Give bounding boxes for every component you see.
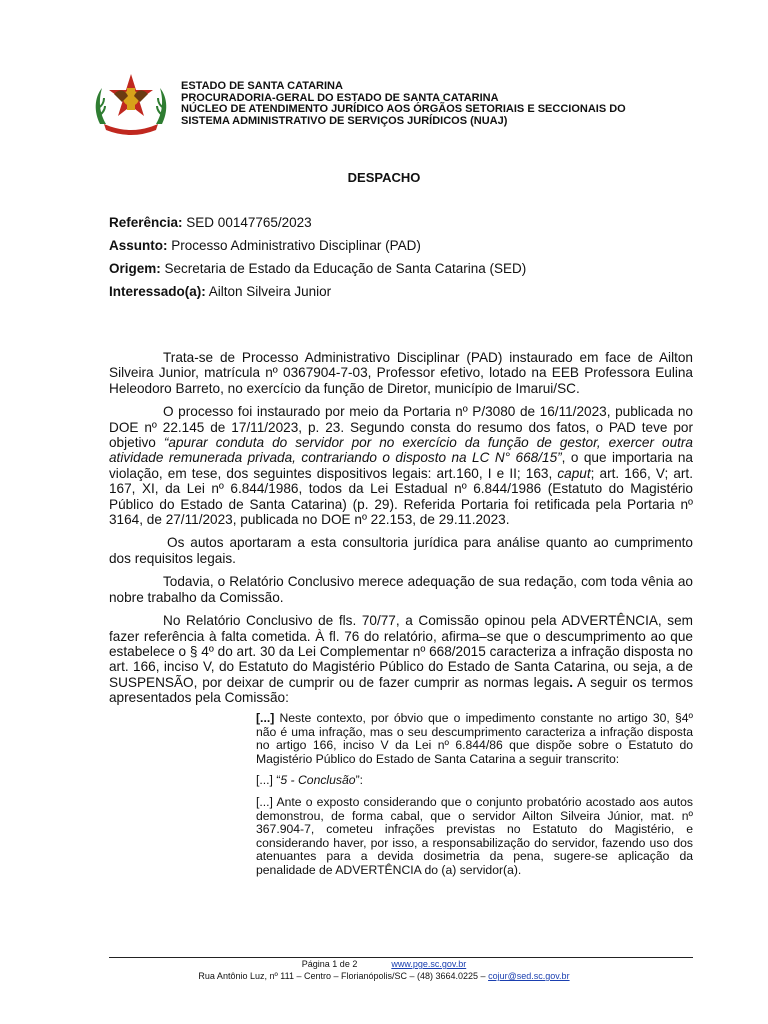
footer-line-2 (0, 970, 768, 982)
header-line-state: ESTADO DE SANTA CATARINA (181, 80, 343, 92)
quote-conclusion-heading: 5 - Conclusão (280, 773, 356, 788)
paragraph-5-part-b: A seguir os termos apresentados pela Comissão: (109, 674, 693, 706)
meta-assunto (109, 238, 526, 261)
document-body (109, 350, 693, 714)
quote-paragraph-1-text: Neste contexto, por óbvio que o impedimento constante no artigo 30, §4º não é uma infração, mas o seu descumprimento caracteriza a infração disposta no artigo 166, inciso V da Lei nº 6.844/86 que dispõe sobre o Estatuto do Magistério Público do Estado de Santa Catarina a seguir transcrito: (256, 711, 693, 766)
paragraph-2 (109, 404, 693, 527)
meta-referencia (109, 215, 526, 238)
paragraph-5-bold: . (569, 674, 573, 690)
meta-interessado (109, 284, 526, 307)
meta-origem-value: Secretaria de Estado da Educação de Santa Catarina (SED) (160, 261, 527, 276)
paragraph-2-part-a: O processo foi instaurado por meio da Portaria nº P/3080 de 16/11/2023, publicada no DOE nº 22.145 de 17/11/2023, p. 23. Segundo consta do resumo dos fatos, o PAD teve por objetivo (109, 404, 693, 451)
quote-paragraph-2-close: ”: (355, 773, 364, 788)
paragraph-2-part-c: ; art. 166, V; art. 167, XI, da Lei nº 6.844/1986, todos da Lei Estadual nº 6.844/1986 (Estatuto do Magistério Público do Estado de Santa Catarina) (p. 29). Referida Portaria foi retificada pela Portaria nº 3164, de 27/11/2023, publicada no DOE nº 22.153, de 29.11.2023. (109, 465, 693, 528)
paragraph-2-part-b: , o que importaria na violação, em tese, dos seguintes dispositivos legais: art.160, I e II; 163, (109, 450, 693, 481)
meta-assunto-value: Processo Administrativo Disciplinar (PAD) (167, 238, 421, 253)
paragraph-1: Trata-se de Processo Administrativo Disciplinar (PAD) instaurado em face de Ailton Silveira Junior, matrícula nº 0367904-7-03, Professor efetivo, lotado na EEB Professora Eulina Heleodoro Barreto, no exercício da função de Diretor, município de Imarui/SC. (109, 350, 693, 396)
meta-interessado-value: Ailton Silveira Junior (205, 284, 332, 299)
commission-quote (256, 712, 693, 886)
meta-referencia-label: Referência: (109, 215, 183, 230)
document-title: DESPACHO (347, 170, 421, 185)
paragraph-2-caput: caput (557, 465, 591, 481)
quote-paragraph-2-open: [...] “ (256, 773, 281, 788)
page-footer (0, 958, 768, 982)
paragraph-4: Todavia, o Relatório Conclusivo merece adequação de sua redação, com toda vênia ao nobre trabalho da Comissão. (109, 574, 693, 605)
quote-paragraph-2 (256, 774, 693, 788)
meta-assunto-label: Assunto: (109, 238, 168, 253)
meta-interessado-label: Interessado(a): (109, 284, 206, 299)
header-line-nucleo: NÚCLEO DE ATENDIMENTO JURÍDICO AOS ÓRGÃOS SETORIAIS E SECCIONAIS DO (181, 103, 626, 116)
page-number: Página 1 de 2 (301, 959, 358, 969)
pge-website-link[interactable]: www.pge.sc.gov.br (391, 959, 467, 969)
footer-address: Rua Antônio Luz, nº 111 – Centro – Florianópolis/SC – (48) 3664.0225 – (198, 971, 489, 981)
meta-referencia-value: SED 00147765/2023 (182, 215, 312, 230)
quote-ellipsis: [...] (256, 711, 275, 725)
institution-header (181, 81, 626, 127)
meta-origem (109, 261, 526, 284)
quote-paragraph-1 (256, 712, 693, 766)
paragraph-2-quote: “apurar conduta do servidor por no exercício da função de gestor, exercer outra atividade remunerada privada, contrariando o disposto na LC N° 668/15” (109, 435, 693, 466)
meta-origem-label: Origem: (109, 261, 161, 276)
header-line-pge: PROCURADORIA-GERAL DO ESTADO DE SANTA CATARINA (181, 91, 499, 104)
state-coat-of-arms-icon (92, 68, 170, 140)
paragraph-5 (109, 613, 693, 705)
footer-line-1 (0, 958, 768, 970)
quote-paragraph-3: [...] Ante o exposto considerando que o conjunto probatório acostado aos autos demonstrou, de forma cabal, que o servidor Ailton Silveira Júnior, mat. nº 367.904-7, cometeu infrações previstas no Estatuto do Magistério, e considerando haver, por isso, a responsabilização do servidor, fazendo uso dos atenuantes para a devida dosimetria da pena, sugere-se aplicação da penalidade de ADVERTÊNCIA do (a) servidor(a). (256, 794, 693, 877)
document-metadata (109, 215, 526, 307)
paragraph-5-part-a: No Relatório Conclusivo de fls. 70/77, a Comissão opinou pela ADVERTÊNCIA, sem fazer referência à falta cometida. À fl. 76 do relatório, afirma–se que o descumprimento ao que estabelece o § 4º do art. 30 da Lei Complementar nº 668/2015 caracteriza a infração disposta no art. 166, inciso V, do Estatuto do Magistério Público do Estado de Santa Catarina, ou seja, a de SUSPENSÃO, por deixar de cumprir ou de fazer cumprir as normas legais (109, 613, 693, 690)
email-link[interactable]: cojur@sed.sc.gov.br (488, 971, 570, 981)
header-line-sistema: SISTEMA ADMINISTRATIVO DE SERVIÇOS JURÍDICOS (NUAJ) (181, 114, 508, 127)
paragraph-3: Os autos aportaram a esta consultoria jurídica para análise quanto ao cumprimento dos requisitos legais. (109, 535, 693, 566)
